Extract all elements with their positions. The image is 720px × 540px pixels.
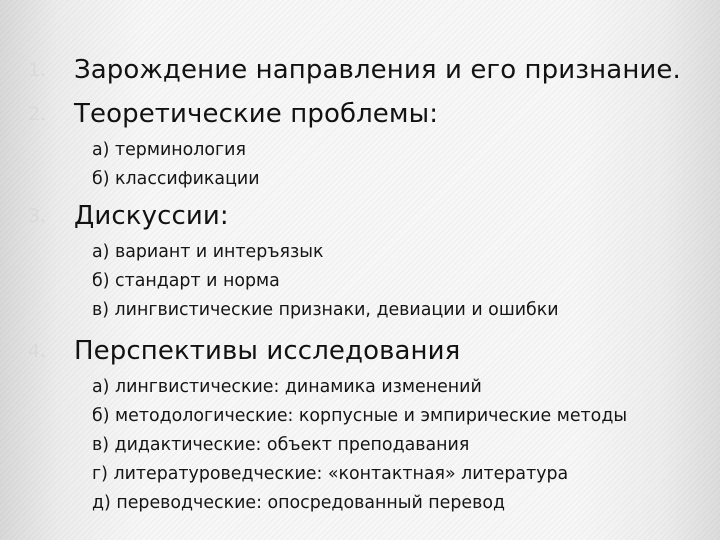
outline-item-4: [28, 333, 710, 534]
item-heading: Теоретические проблемы:: [74, 99, 439, 129]
outline-item-row: [28, 96, 710, 136]
item-heading: Перспективы исследования: [74, 336, 461, 366]
outline-item-row: [28, 333, 710, 373]
subitem: а) терминология: [92, 140, 246, 160]
subitem: б) стандарт и норма: [92, 271, 280, 291]
subitem: в) дидактические: объект преподавания: [92, 435, 470, 455]
item-number: 4.: [28, 340, 47, 362]
outline-item-row: [28, 52, 710, 92]
subitem: а) лингвистические: динамика изменений: [92, 377, 482, 397]
item-heading: Зарождение направления и его признание.: [74, 55, 681, 85]
subitem: в) лингвистические признаки, девиации и ошибки: [92, 300, 559, 320]
outline-item-1: [28, 52, 710, 92]
subitem-list: [92, 238, 710, 325]
outline-item-3: [28, 198, 710, 341]
subitem: б) методологические: корпусные и эмпирические методы: [92, 406, 628, 426]
subitem: г) литературоведческие: «контактная» литература: [92, 464, 569, 484]
item-number: 2.: [28, 103, 47, 125]
subitem-list: [92, 136, 710, 194]
item-number: 1.: [28, 59, 47, 81]
item-number: 3.: [28, 205, 47, 227]
outline-item-row: [28, 198, 710, 238]
outline-item-2: [28, 96, 710, 210]
item-heading: Дискуссии:: [74, 201, 229, 231]
subitem-list: [92, 373, 710, 518]
subitem: а) вариант и интеръязык: [92, 242, 324, 262]
subitem: д) переводческие: опосредованный перевод: [92, 493, 506, 513]
subitem: б) классификации: [92, 169, 260, 189]
